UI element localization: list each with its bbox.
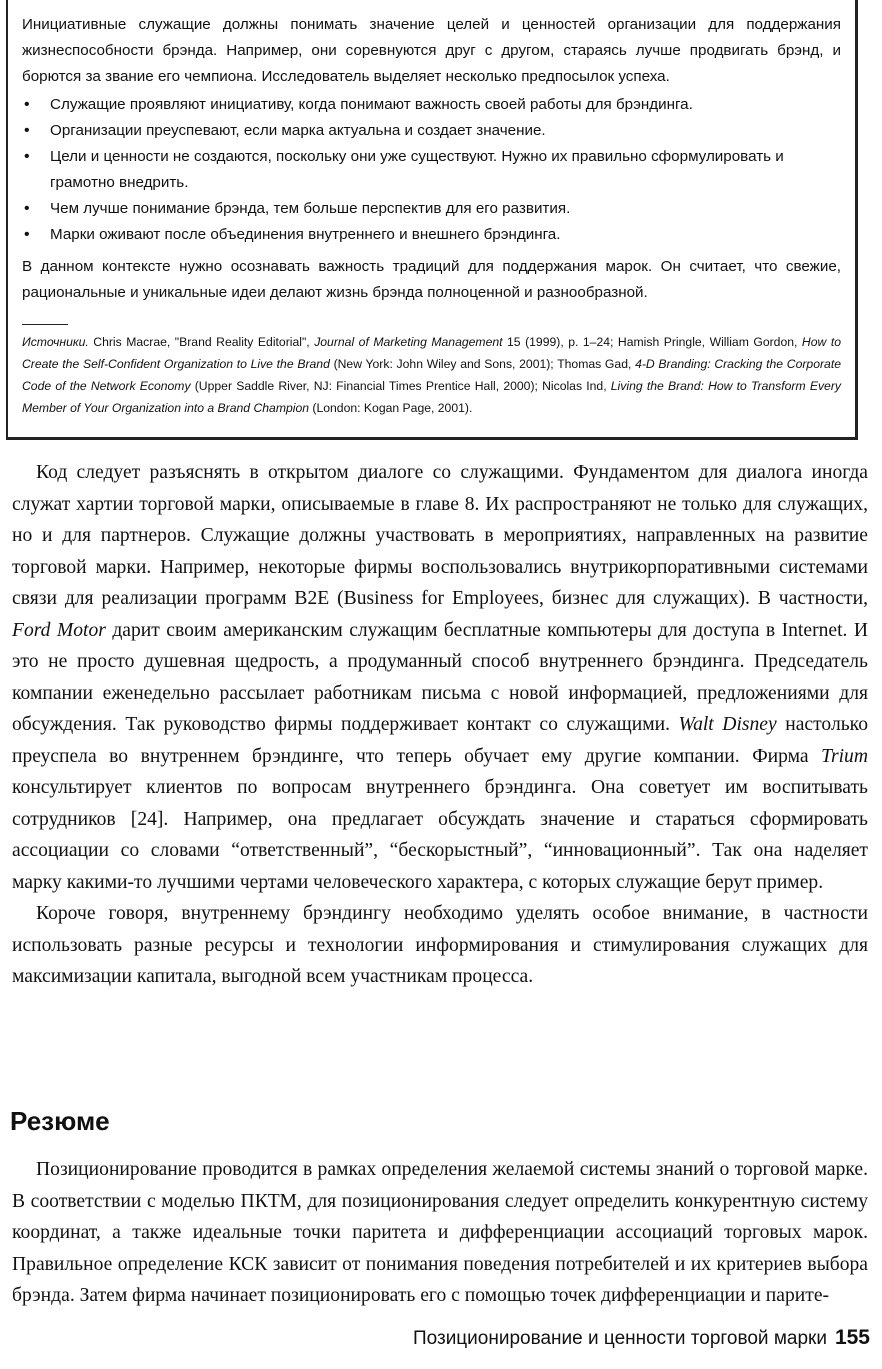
bullet-icon: • bbox=[24, 200, 30, 217]
list-item: • Цели и ценности не создаются, поскольку они уже существуют. Нужно их правильно сформулировать и грамотно внедрить. bbox=[22, 144, 841, 196]
box-bullet-list bbox=[22, 92, 841, 248]
paragraph: Короче говоря, внутреннему брэндингу необходимо уделять особое внимание, в частности использовать разные ресурсы и технологии информирования и стимулирования служащих для максимизации капитала, выгодной всем участникам процесса. bbox=[12, 903, 868, 987]
sidebar-box bbox=[6, 0, 858, 440]
running-title: Позиционирование и ценности торговой марки bbox=[412, 1328, 827, 1349]
list-item: • Марки оживают после объединения внутреннего и внешнего брэндинга. bbox=[22, 222, 841, 248]
main-text bbox=[12, 457, 868, 993]
section-heading: Резюме bbox=[10, 1106, 110, 1136]
summary-text bbox=[12, 1154, 868, 1312]
box-intro: Инициативные служащие должны понимать значение целей и ценностей организации для поддержания жизнеспособности брэнда. Например, они соревнуются друг с другом, стараясь лучше продвигать брэнд, и борются за звание его чемпиона. Исследователь выделяет несколько предпосылок успеха. bbox=[22, 16, 841, 85]
bullet-icon: • bbox=[24, 226, 30, 243]
bullet-icon: • bbox=[24, 122, 30, 139]
bullet-icon: • bbox=[24, 96, 30, 113]
list-item: • Служащие проявляют инициативу, когда понимают важность своей работы для брэндинга. bbox=[22, 92, 841, 118]
box-sources: Источники. Chris Macrae, "Brand Reality Editorial", Journal of Marketing Management 15 (1999), p. 1–24; Hamish Pringle, William Gordon, How to Create the Self-Confident Organization to Live the Brand (New York: John Wiley and Sons, 2001); Thomas Gad, 4-D Branding: Cracking the Corporate Code of the Network Economy (Upper Saddle River, NJ: Financial Times Prentice Hall, 2000); Nicolas Ind, Living the Brand: How to Transform Every Member of Your Organization into a Brand Champion (London: Kogan Page, 2001). bbox=[22, 335, 841, 415]
list-item: • Чем лучше понимание брэнда, тем больше перспектив для его развития. bbox=[22, 196, 841, 222]
paragraph: Позиционирование проводится в рамках определения желаемой системы знаний о торговой марке. В соответствии с моделью ПКТМ, для позиционирования следует определить конкурентную систему координат, а также идеальные точки паритета и дифференциации ассоциаций торговых марок. Правильное определение КСК зависит от понимания поведения потребителей и их критериев выбора брэнда. Затем фирма начинает позиционировать его с помощью точек дифференциации и парите- bbox=[12, 1159, 868, 1306]
list-item: • Организации преуспевают, если марка актуальна и создает значение. bbox=[22, 118, 841, 144]
footnote-divider bbox=[22, 324, 68, 325]
page-footer bbox=[413, 1324, 870, 1353]
paragraph: Код следует разъяснять в открытом диалоге со служащими. Фундаментом для диалога иногда служат хартии торговой марки, описываемые в главе 8. Их распространяют не только для служащих, но и для партнеров. Служащие должны участвовать в мероприятиях, направленных на развитие торговой марки. Например, некоторые фирмы воспользовались внутрикорпоративными системами связи для реализации программ B2E (Business for Employees, бизнес для служащих). В частности, Ford Motor дарит своим американским служащим бесплатные компьютеры для доступа в Internet. И это не просто душевная щедрость, а продуманный способ внутреннего брэндинга. Председатель компании еженедельно рассылает работникам письма с новой информацией, предложениями для обсуждения. Так руководство фирмы поддерживает контакт со служащими. Walt Disney настолько преуспела во внутреннем брэндинге, что теперь обучает ему другие компании. Фирма Trium консультирует клиентов по вопросам внутреннего брэндинга. Она советует им воспитывать сотрудников [24]. Например, она предлагает обсуждать значение и стараться сформировать ассоциации со словами “ответственный”, “бескорыстный”, “инновационный”. Так она наделяет марку какими-то лучшими чертами человеческого характера, с которых служащие берут пример. bbox=[12, 462, 869, 893]
page-number: 155 bbox=[834, 1326, 870, 1349]
bullet-icon: • bbox=[24, 148, 30, 165]
box-context: В данном контексте нужно осознавать важность традиций для поддержания марок. Он считает, что свежие, рациональные и уникальные идеи делают жизнь брэнда полноценной и разнообразной. bbox=[22, 258, 841, 301]
